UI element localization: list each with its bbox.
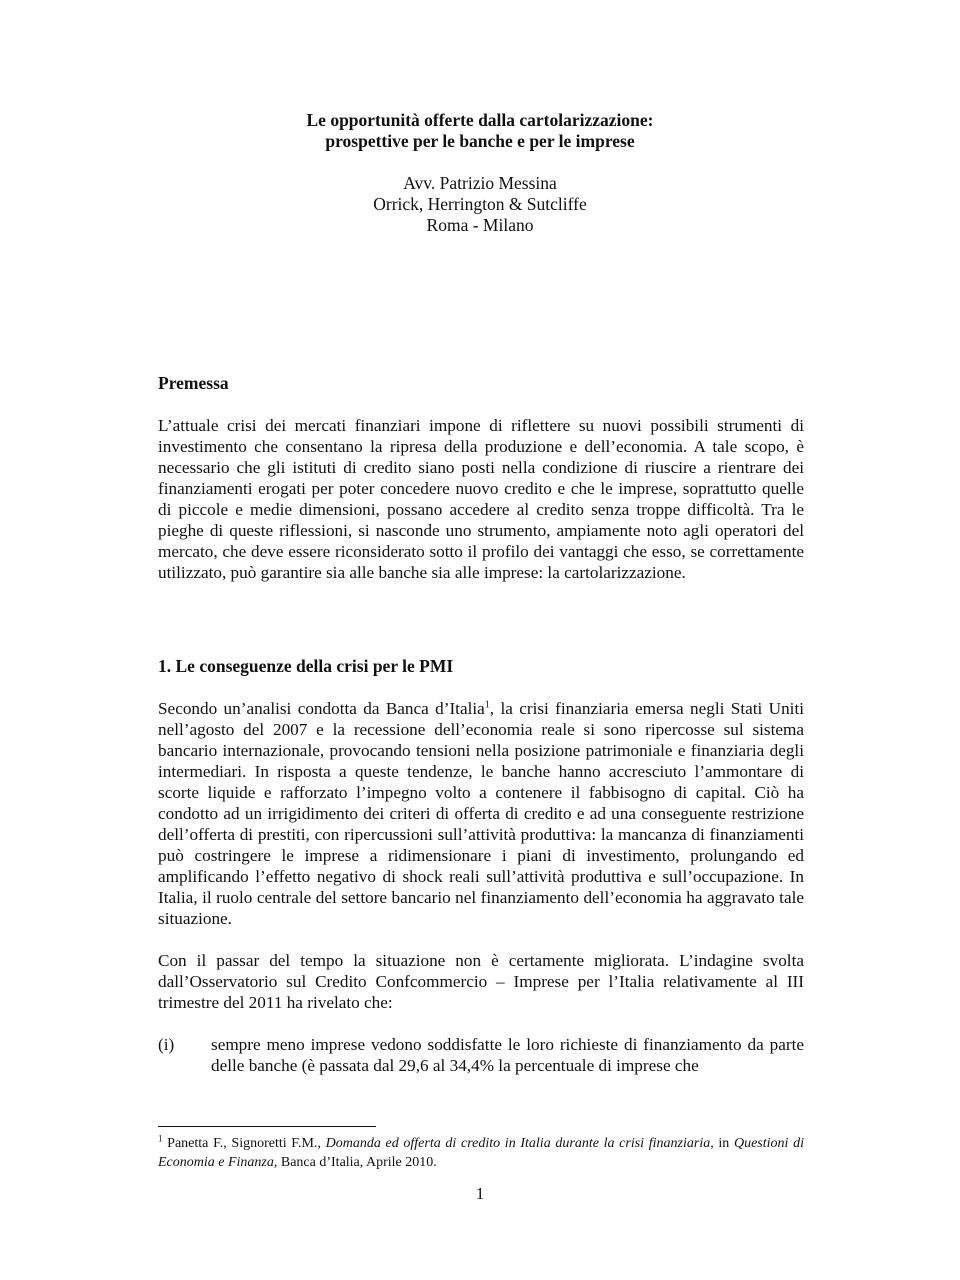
footnote-divider xyxy=(158,1126,376,1127)
premessa-heading: Premessa xyxy=(158,373,229,393)
list-marker: (i) xyxy=(158,1035,175,1054)
premessa-section xyxy=(158,373,804,583)
section-1-heading: 1. Le conseguenze della crisi per le PMI xyxy=(158,656,454,676)
section-1 xyxy=(158,656,804,1076)
author-block xyxy=(0,173,960,236)
footnote-number: 1 xyxy=(158,1133,163,1144)
footnote-in: , in xyxy=(710,1136,734,1151)
premessa-paragraph: L’attuale crisi dei mercati finanziari impone di riflettere su nuovi possibili strumenti di investimento che consentano la ripresa della produzione e dell’economia. A tale scopo, è necessario che gli istituti di credito siano posti nella condizione di riuscire a rientrare dei finanziamenti erogati per poter concedere nuovo credito e che le imprese, soprattutto quelle di piccole e medie dimensioni, possano accedere al credito senza troppe difficoltà. Tra le pieghe di queste riflessioni, si nasconde uno strumento, ampiamente noto agli operatori del mercato, che deve essere riconsiderato sotto il profilo dei vantaggi che esso, se correttamente utilizzato, può garantire sia alle banche sia alle imprese: la cartolarizzazione. xyxy=(158,416,804,582)
paragraph-1-rest: , la crisi finanziaria emersa negli Stati Uniti nell’agosto del 2007 e la recessione dell’economia reale si sono ripercosse sul sistema bancario internazionale, provocando tensioni nella posizione patrimoniale e finanziaria degli intermediari. In risposta a queste tendenze, le banche hanno accresciuto l’ammontare di scorte liquide e rafforzato l’impegno volto a contenere il fabbisogno di capital. Ciò ha condotto ad un irrigidimento dei criteri di offerta di credito e ad una conseguente restrizione dell’offerta di prestiti, con ripercussioni sull’attività produttiva: la mancanza di finanziamenti può costringere le imprese a ridimensionare i piani di investimento, prolungando ed amplificando l’effetto negativo di shock reali sull’attività produttiva e sull’occupazione. In Italia, il ruolo centrale del settore bancario nel finanziamento dell’economia ha aggravato tale situazione. xyxy=(158,699,804,928)
footnote-reference: 1 xyxy=(484,699,490,711)
page-number: 1 xyxy=(475,1184,485,1203)
list-item xyxy=(158,1034,804,1076)
office-location: Roma - Milano xyxy=(426,215,534,235)
list-item-text: sempre meno imprese vedono soddisfatte le loro richieste di finanziamento da parte delle banche (è passata dal 29,6 al 34,4% la percentuale di imprese che xyxy=(211,1035,804,1075)
footnote-work-title: Domanda ed offerta di credito in Italia durante la crisi finanziaria xyxy=(325,1136,711,1151)
document-title-line-2: prospettive per le banche e per le imprese xyxy=(325,131,635,151)
author-name: Avv. Patrizio Messina xyxy=(403,173,557,193)
paragraph-1-start: Secondo un’analisi condotta da Banca d’Italia xyxy=(158,699,485,718)
section-1-paragraph-2: Con il passar del tempo la situazione non è certamente migliorata. L’indagine svolta dall’Osservatorio sul Credito Confcommercio – Imprese per l’Italia relativamente al III trimestre del 2011 ha rivelato che: xyxy=(158,951,804,1012)
law-firm: Orrick, Herrington & Sutcliffe xyxy=(373,194,587,214)
footnote xyxy=(158,1134,804,1172)
footnote-series: Questioni di Economia e Finanza xyxy=(158,1136,804,1170)
section-1-paragraph-1 xyxy=(158,698,804,929)
title-block xyxy=(0,110,960,236)
footnote-publisher: , Banca d’Italia, Aprile 2010. xyxy=(273,1155,437,1170)
document-title-line-1: Le opportunità offerte dalla cartolarizzazione: xyxy=(306,110,654,130)
footnote-authors: Panetta F., Signoretti F.M., xyxy=(162,1136,326,1151)
